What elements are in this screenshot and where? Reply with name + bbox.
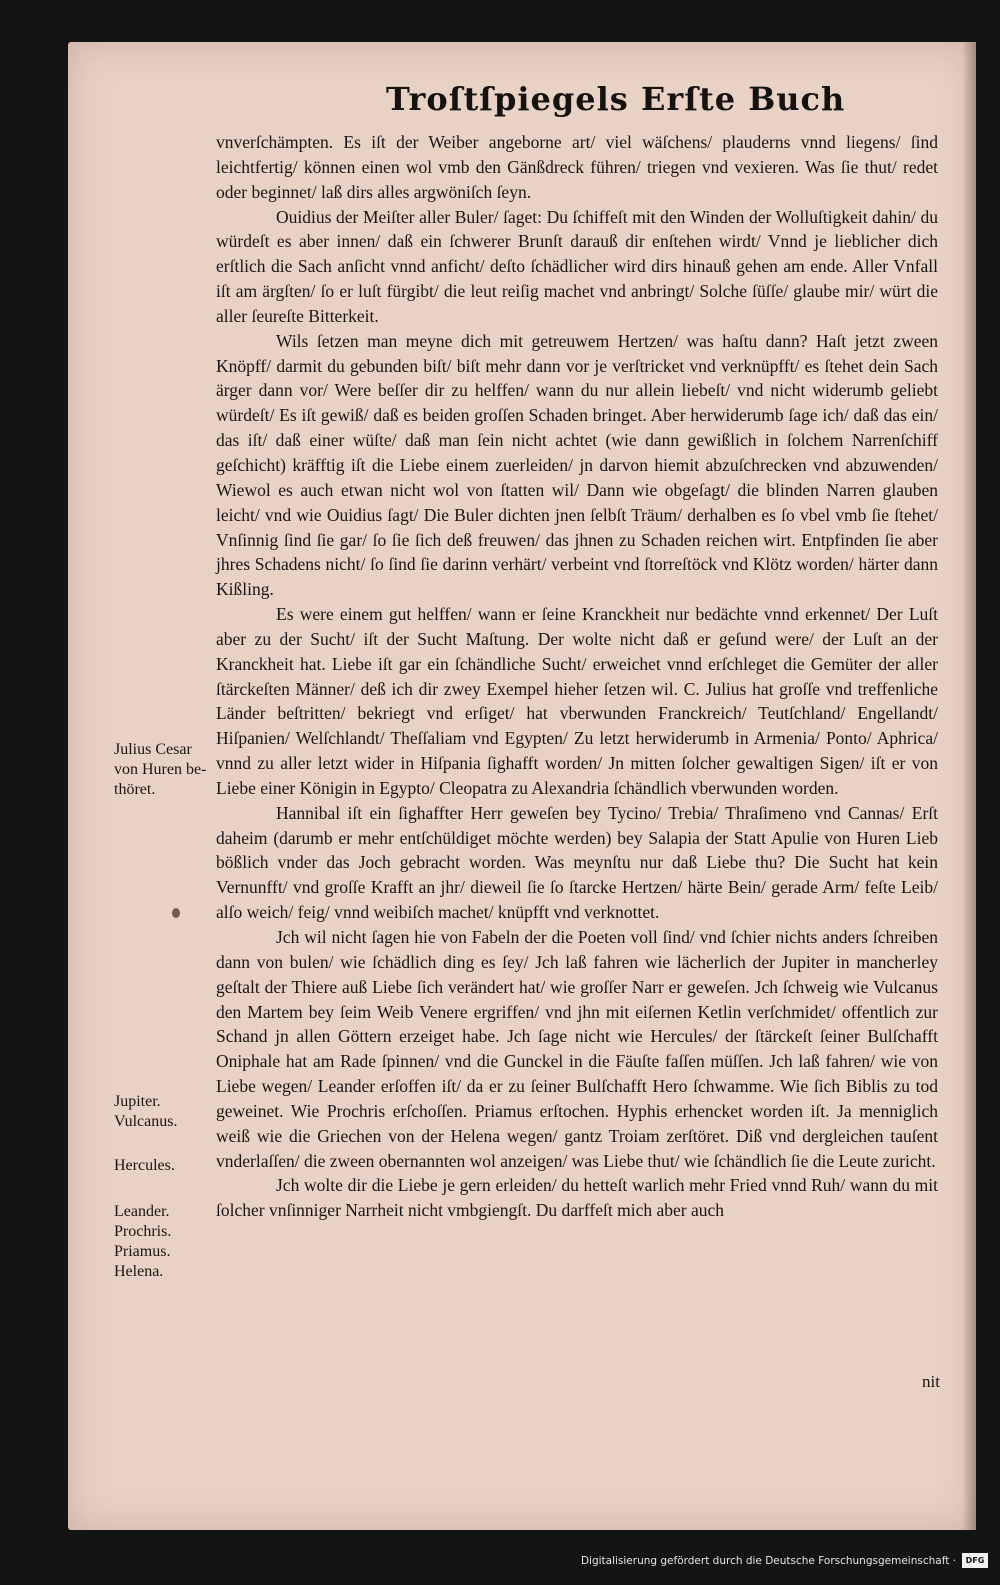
paragraph-5: Hannibal iſt ein ſighaffter Herr geweſen bey Tycino/ Trebia/ Thraſimeno vnd Cannas/ Erſt daheim (darumb er mehr entſchüldiget möchte werden) bey Salapia der Statt Apulie von Huren Lieb bößlich vnder das Joch gebracht worden. Was meynſtu nur daß Liebe thu? Die Sucht hat kein Vernunfft/ vnd groſſe Krafft an jhr/ dieweil ſie ſo ſtarcke Hertzen/ härte Bein/ gerade Arm/ feſte Leib/ alſo weich/ feig/ vnnd weibiſch machet/ knüpfft vnd verknottet. xyxy=(216,802,938,923)
margin-note-line: Leander. xyxy=(114,1203,170,1220)
paragraph-2: Ouidius der Meiſter aller Buler/ ſaget: Du ſchiffeſt mit den Winden der Wolluſtigkeit dahin/ du würdeſt es aber innen/ daß ein ſchwerer Brunſt darauß dir enſtehen wirdt/ Vnnd je lieblicher dich erſtlich die Sach anſicht vnnd anficht/ deſto ſchädlicher wird dirs hinauß gehen am ende. Aller Vnfall iſt am ärgſten/ ſo er luſt fürgibt/ die leut reiſig machet vnd anbringt/ Solche ſüſſe/ glaube mir/ würt die aller ſeureſte Bitterkeit. xyxy=(216,206,938,326)
book-page xyxy=(68,42,976,1530)
paragraph-1: vnverſchämpten. Es iſt der Weiber angeborne art/ viel wäſchens/ plauderns vnnd liegens/ ſind leichtfertig/ können einen wol vmb den Gänßdreck führen/ triegen vnd vexieren. Was ſie thut/ redet oder beginnet/ laß dirs alles argwöniſch ſeyn. xyxy=(216,132,938,202)
paragraph-4: Es were einem gut helffen/ wann er ſeine Kranckheit nur bedächte vnnd erkennet/ Der Luſt aber zu der Sucht/ iſt der Sucht Maſtung. Der wolte nicht daß er geſund were/ der Luſt an der Kranckheit hat. Liebe iſt gar ein ſchändliche Sucht/ erweichet vnnd erſchleget die Gemüter der aller ſtärckeſten Männer/ deß ich dir zwey Exempel hieher ſetzen wil. C. Julius hat groſſe vnd treffenliche Länder beſtritten/ bekriegt vnd erſiget/ hat vberwunden Franckreich/ Teutſchland/ Engellandt/ Hiſpanien/ Welſchlandt/ Theſſaliam vnd Egypten/ Zu letzt herwiderumb in Armenia/ Ponto/ Aphrica/ vnnd zu aller letzt wider in Hiſpania ſighafft worden/ Jn mitten ſolcher gewaltigen Sigen/ iſt er von Liebe einer Königin in Egypto/ Cleopatra zu Alexandria ſchändlich vberwunden worden. xyxy=(216,604,938,798)
margin-note-line: Hercules. xyxy=(114,1157,175,1174)
margin-note-leander xyxy=(114,1202,224,1282)
margin-note-jupiter xyxy=(114,1092,224,1132)
margin-note-line: thöret. xyxy=(114,781,156,798)
body-text xyxy=(216,130,938,1223)
dfg-logo-icon: DFG xyxy=(962,1553,988,1568)
paragraph-7: Jch wolte dir die Liebe je gern erleiden/ du hetteſt warlich mehr Fried vnnd Ruh/ wann du mit ſolcher vnſinniger Narrheit nicht vmbgiengſt. Du darffeſt mich aber auch xyxy=(216,1175,938,1221)
margin-note-line: Prochris. xyxy=(114,1223,172,1240)
margin-note-line: Helena. xyxy=(114,1263,164,1280)
ink-blot xyxy=(172,908,180,918)
margin-note-line: Julius Cesar xyxy=(114,741,192,758)
catchword: nit xyxy=(922,1372,940,1391)
margin-note-line: Vulcanus. xyxy=(114,1113,178,1130)
margin-note-line: Jupiter. xyxy=(114,1093,161,1110)
paragraph-3: Wils ſetzen man meyne dich mit getreuwem Hertzen/ was haſtu dann? Haſt jetzt zween Knöpff/ darmit du gebunden biſt/ biſt mehr dann vor je verſtricket vnd verknüpfft/ es ſtehet dein Sach ärger dann vor/ Were beſſer dir zu helffen/ wann du nur allein liebeſt/ vnd nicht widerumb geliebt würdeſt/ Es iſt gewiß/ daß es beiden groſſen Schaden bringet. Aber herwiderumb ſage ich/ daß das ein/ das iſt/ daß einer wüſte/ daß man ſein nicht achtet (wie dann gewißlich in ſolchem Narrenſchiff geſchicht) kräfftig iſt die Liebe einem zuerleiden/ jn darvon hiemit abzuſchrecken vnd abzuwenden/ Wiewol es auch etwan nicht wol von ſtatten wil/ Dann wie obgeſagt/ die blinden Narren glauben leicht/ vnd wie Ouidius ſagt/ Die Buler dichten jnen ſelbſt Träum/ derhalben es ſo vbel vmb ſie ſtehet/ Vnſinnig ſind ſie gar/ ſo ſie ſich deß freuwen/ das jhnen zu Schaden reichen wirt. Entpfinden ſie aber jhres Schadens nicht/ ſo ſind ſie darinn verhärt/ verbeint vnd ſtorreſtöck vnd Klötz worden/ härter dann Kißling. xyxy=(216,330,938,600)
margin-note-julius xyxy=(114,740,224,800)
page-heading: Troſtſpiegels Erſte Buch xyxy=(386,80,846,118)
margin-note-line: von Huren be- xyxy=(114,761,207,778)
digitization-credit: Digitalisierung gefördert durch die Deutsche Forschungsgemeinschaft · xyxy=(580,1555,956,1567)
margin-note-hercules xyxy=(114,1156,224,1176)
margin-note-line: Priamus. xyxy=(114,1243,171,1260)
paragraph-6: Jch wil nicht ſagen hie von Fabeln der die Poeten voll ſind/ vnd ſchier nichts anders ſchreiben dann von bulen/ wie ſchädlich ding es ſey/ Jch laß fahren wie lächerlich der Jupiter in mancherley geſtalt der Thiere auß Liebe ſich verändert hat/ wie groſſer Narr er geweſen. Jch ſchweig wie Vulcanus den Martem bey ſeim Weib Venere ergriffen/ vnd jhn mit eiſernen Ketlin verſchmidet/ offentlich zur Schand jn allen Göttern erzeiget habe. Jch ſage nicht wie Hercules/ der ſtärckeſt ſeiner Bulſchafft Oniphale hat am Rade ſpinnen/ vnd die Gunckel in die Fäuſte faſſen müſſen. Jch laß fahren/ wie von Liebe wegen/ Leander erſoffen iſt/ da er zu ſeiner Bulſchafft Hero ſchwamme. Wie ſich Biblis zu tod geweinet. Wie Prochris erſchoſſen. Priamus erſtochen. Hyphis erhencket worden iſt. Ja menniglich weiß wie die Griechen von der Helena wegen/ gantz Troiam zerſtöret. Diß vnd dergleichen tauſent vnderlaſſen/ die zween obernannten wol anzeigen/ was Liebe thut/ wie ſchändlich ſie die Leute zuricht. xyxy=(216,927,938,1171)
